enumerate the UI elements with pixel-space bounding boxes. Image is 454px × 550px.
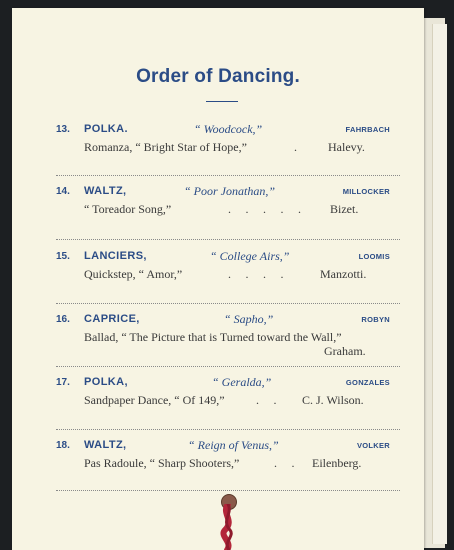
dance-type: CAPRICE, (84, 313, 140, 325)
dance-composer: MILLOCKER (342, 187, 390, 196)
dance-type: POLKA. (84, 123, 128, 135)
dance-composer: GONZALES (345, 378, 390, 387)
divider (56, 175, 400, 176)
leader-dots: . . (256, 393, 277, 407)
leader-dots: . . . . (228, 267, 284, 281)
sub-composer: Halevy. (328, 140, 365, 154)
divider (56, 490, 400, 491)
dance-number: 13. (56, 124, 70, 135)
dance-type: WALTZ, (84, 439, 127, 451)
dance-composer: ROBYN (361, 315, 390, 324)
binding-cord (215, 504, 241, 550)
sub-composer: Graham. (324, 344, 366, 358)
sub-composer: Eilenberg. (312, 456, 362, 470)
sub-composer: Bizet. (330, 202, 359, 216)
sub-piece: Quickstep, “ Amor,” (84, 267, 183, 281)
dance-number: 14. (56, 186, 70, 197)
title-rule (206, 101, 238, 102)
leader-dots: . . (274, 456, 295, 470)
dance-type: LANCIERS, (84, 250, 147, 262)
sub-piece: Pas Radoule, “ Sharp Shooters,” (84, 456, 240, 470)
sub-piece: “ Toreador Song,” (84, 202, 172, 216)
dance-piece: “ Poor Jonathan,” (184, 184, 276, 198)
sub-composer: C. J. Wilson. (302, 393, 364, 407)
sub-piece: Ballad, “ The Picture that is Turned toward the Wall,” (84, 330, 342, 344)
dance-type: WALTZ, (84, 185, 127, 197)
leader-dots: . (294, 140, 298, 154)
sub-composer: Manzotti. (320, 267, 367, 281)
program-page (12, 8, 424, 550)
page-title: Order of Dancing. (136, 66, 300, 87)
dance-number: 16. (56, 314, 70, 325)
back-page-edge-2 (432, 24, 447, 544)
dance-number: 17. (56, 377, 70, 388)
dance-piece: “ Sapho,” (224, 312, 274, 326)
dance-composer: FAHRBACH (345, 125, 390, 134)
leader-dots: . . . . . (228, 202, 302, 216)
divider (56, 303, 400, 304)
dance-composer: VOLKER (356, 441, 390, 450)
dance-piece: “ Reign of Venus,” (188, 438, 279, 452)
dance-piece: “ College Airs,” (210, 249, 290, 263)
divider (56, 366, 400, 367)
sub-piece: Sandpaper Dance, “ Of 149,” (84, 393, 225, 407)
dance-number: 18. (56, 440, 70, 451)
dance-composer: LOOMIS (358, 252, 390, 261)
sub-piece: Romanza, “ Bright Star of Hope,” (84, 140, 247, 154)
dance-piece: “ Geralda,” (212, 375, 272, 389)
divider (56, 429, 400, 430)
dance-type: POLKA, (84, 376, 128, 388)
dance-piece: “ Woodcock,” (194, 122, 263, 136)
dance-number: 15. (56, 251, 70, 262)
divider (56, 239, 400, 240)
